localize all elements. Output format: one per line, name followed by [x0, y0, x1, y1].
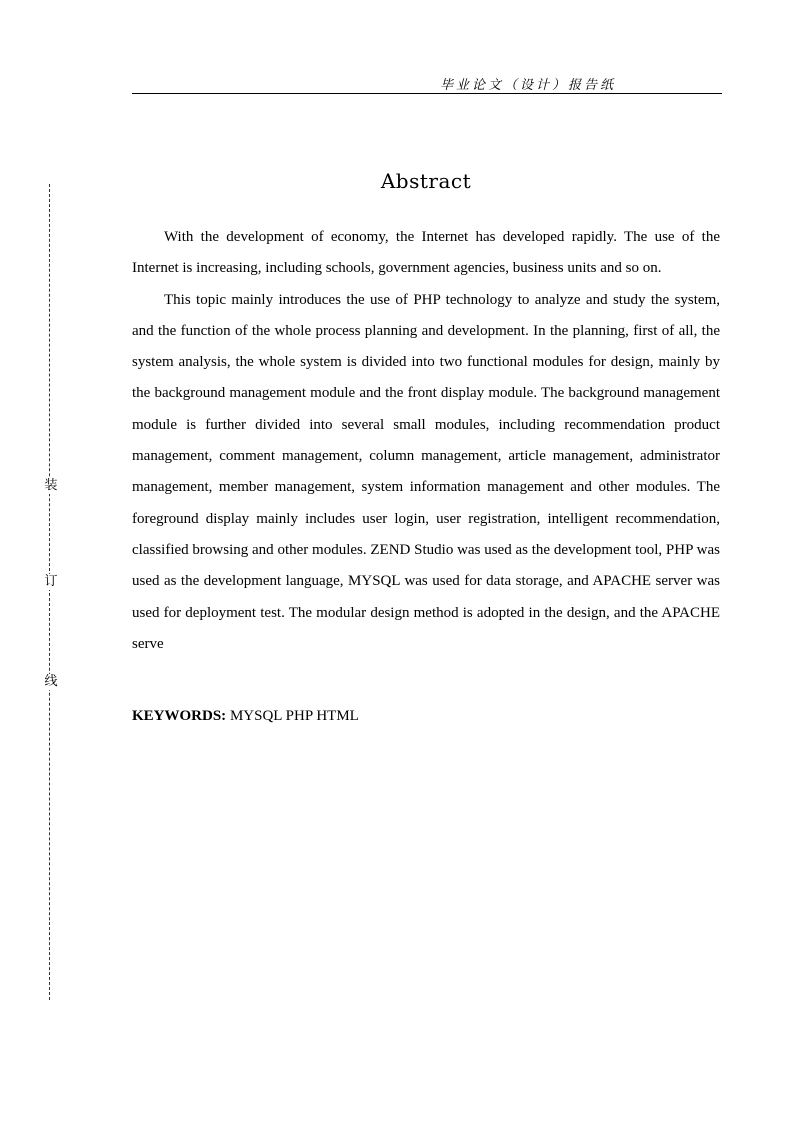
abstract-paragraph: This topic mainly introduces the use of PHP technology to analyze and study the system, and the function of the whole process planning and development. In the planning, first of all, the system analysis, the whole system is divided into two functional modules for design, mainly by the background management module and the front display module. The background management module is further divided into several small modules, including recommendation product management, comment management, column management, article management, administrator management, member management, system information management and other modules. The foreground display mainly includes user login, user registration, intelligent recommendation, classified browsing and other modules. ZEND Studio was used as the development tool, PHP was used as the development language, MYSQL was used for data storage, and APACHE server was used for deployment test. The modular design method is adopted in the design, and the APACHE serve [132, 291, 720, 652]
header-rule [132, 93, 722, 94]
keywords-label: KEYWORDS: [132, 708, 227, 724]
binding-line [49, 184, 50, 1000]
abstract-title: Abstract [380, 169, 472, 193]
keywords-line [132, 704, 359, 728]
page-header [0, 0, 793, 96]
abstract-paragraph: With the development of economy, the Internet has developed rapidly. The use of the Internet is increasing, including schools, government agencies, business units and so on. [132, 229, 720, 277]
abstract-body [132, 222, 720, 660]
header-title: 毕业论文（设计）报告纸 [440, 78, 617, 93]
binding-char-ding: 订 [44, 574, 58, 589]
binding-char-zhuang: 装 [44, 478, 58, 493]
keywords-value: MYSQL PHP HTML [229, 708, 359, 724]
binding-char-xian: 线 [44, 674, 58, 689]
